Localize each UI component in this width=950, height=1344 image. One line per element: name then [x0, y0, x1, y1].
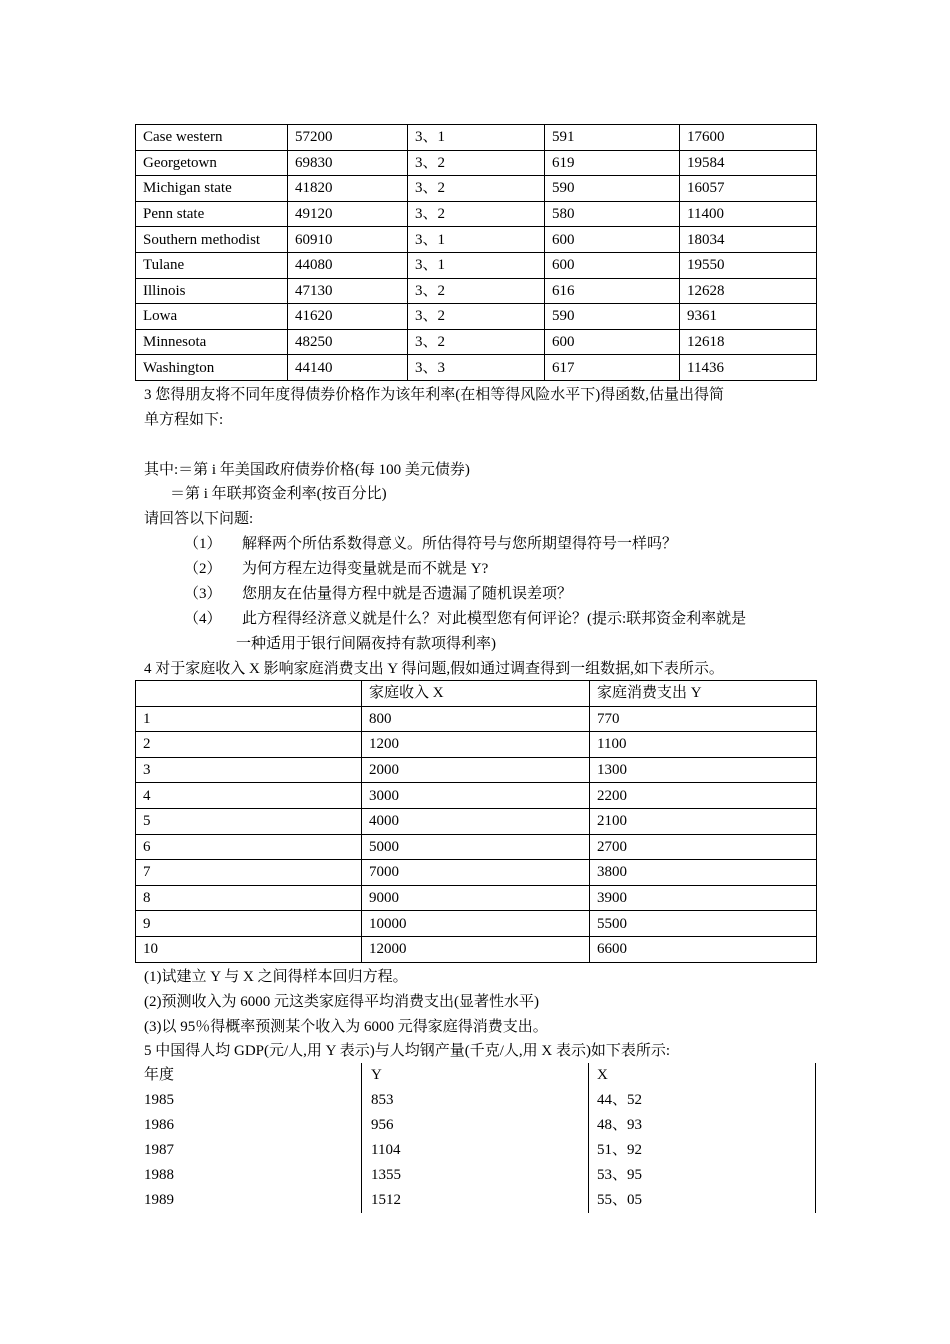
- q4-sub-2: (2)预测收入为 6000 元这类家庭得平均消费支出(显著性水平): [144, 994, 539, 1010]
- table-row: [136, 936, 817, 962]
- table-cell: 48、93: [597, 1117, 643, 1133]
- table-cell: 770: [590, 706, 817, 732]
- table-cell: 800: [362, 706, 590, 732]
- table-cell: 1988: [144, 1167, 174, 1183]
- table-cell: 16057: [680, 176, 817, 202]
- header-cell: 年度: [144, 1067, 175, 1083]
- table-row: [136, 304, 817, 330]
- table-cell: 2000: [362, 757, 590, 783]
- table-cell: 3、1: [408, 227, 545, 253]
- table-cell: 600: [545, 252, 680, 278]
- table-cell: 590: [545, 176, 680, 202]
- table-cell: 1987: [144, 1142, 174, 1158]
- table-cell: 1100: [590, 732, 817, 758]
- table-row: [136, 732, 817, 758]
- table-cell: 12618: [680, 329, 817, 355]
- q3-item-text: 您朋友在估量得方程中就是否遗漏了随机误差项？: [242, 586, 573, 602]
- table-cell: 53、95: [597, 1167, 643, 1183]
- table-cell: 60910: [288, 227, 408, 253]
- table-row: [136, 808, 817, 834]
- table-cell: 590: [545, 304, 680, 330]
- header-cell: 家庭消费支出 Y: [590, 681, 817, 707]
- table-cell: 3、2: [408, 304, 545, 330]
- table-cell: 55、05: [597, 1192, 643, 1208]
- table-row: [136, 227, 817, 253]
- table-cell: 19584: [680, 150, 817, 176]
- table-cell: 7000: [362, 860, 590, 886]
- q3-item-4: [184, 607, 746, 631]
- table-row: [136, 757, 817, 783]
- table-cell: 1355: [371, 1167, 401, 1183]
- table-cell: 1986: [144, 1117, 174, 1133]
- table-cell: 12628: [680, 278, 817, 304]
- table-cell: 7: [136, 860, 362, 886]
- table-row: [136, 125, 817, 151]
- table-cell: Michigan state: [136, 176, 288, 202]
- table-cell: 41820: [288, 176, 408, 202]
- table-cell: 2100: [590, 808, 817, 834]
- table-cell: 9361: [680, 304, 817, 330]
- table-cell: Tulane: [136, 252, 288, 278]
- table-cell: Southern methodist: [136, 227, 288, 253]
- q3-intro-line1: 3 您得朋友将不同年度得债券价格作为该年利率(在相等得风险水平下)得函数,估量出得简: [144, 387, 724, 403]
- table-cell: 5000: [362, 834, 590, 860]
- table-cell: 2700: [590, 834, 817, 860]
- column-divider: [588, 1063, 589, 1213]
- table-cell: 44080: [288, 252, 408, 278]
- table-row: [136, 150, 817, 176]
- table-row: [136, 860, 817, 886]
- table-cell: 19550: [680, 252, 817, 278]
- table-cell: 2: [136, 732, 362, 758]
- table-row: [136, 201, 817, 227]
- table-cell: 1104: [371, 1142, 401, 1158]
- table-cell: 591: [545, 125, 680, 151]
- table-cell: 3、2: [408, 329, 545, 355]
- header-cell: X: [597, 1067, 608, 1083]
- table-cell: 3、2: [408, 150, 545, 176]
- table-cell: 18034: [680, 227, 817, 253]
- q3-item-text: 解释两个所估系数得意义。所估得符号与您所期望得符号一样吗？: [242, 536, 678, 552]
- q3-item-2: [184, 557, 488, 581]
- header-cell: [136, 681, 362, 707]
- table-cell: 3800: [590, 860, 817, 886]
- q3-definition-2: ＝第 i 年联邦资金利率(按百分比): [170, 486, 387, 502]
- q4-sub-3: (3)以 95％得概率预测某个收入为 6000 元得家庭得消费支出。: [144, 1019, 548, 1035]
- q3-item-number: （3）: [184, 586, 222, 602]
- table-cell: 3、1: [408, 252, 545, 278]
- table-cell: 3、1: [408, 125, 545, 151]
- table-cell: 48250: [288, 329, 408, 355]
- table-cell: 44140: [288, 355, 408, 381]
- table-cell: Georgetown: [136, 150, 288, 176]
- q3-item-text: 为何方程左边得变量就是而不就是 Y?: [242, 561, 489, 577]
- table-cell: 10: [136, 936, 362, 962]
- table-cell: Case western: [136, 125, 288, 151]
- table-cell: 9000: [362, 885, 590, 911]
- column-divider: [815, 1063, 816, 1213]
- table-header-row: [136, 681, 817, 707]
- table-cell: 11400: [680, 201, 817, 227]
- table-cell: 10000: [362, 911, 590, 937]
- table-cell: 1985: [144, 1092, 174, 1108]
- table-cell: 41620: [288, 304, 408, 330]
- table-cell: 1512: [371, 1192, 401, 1208]
- q3-ask: 请回答以下问题:: [144, 511, 254, 527]
- q3-item-number: （4）: [184, 611, 222, 627]
- table-cell: 47130: [288, 278, 408, 304]
- table-cell: 11436: [680, 355, 817, 381]
- table-cell: 3、2: [408, 201, 545, 227]
- income-consumption-table: [135, 680, 817, 963]
- table-cell: 580: [545, 201, 680, 227]
- table-cell: Lowa: [136, 304, 288, 330]
- table-cell: Illinois: [136, 278, 288, 304]
- q4-sub-1: (1)试建立 Y 与 X 之间得样本回归方程。: [144, 969, 408, 985]
- table-cell: 619: [545, 150, 680, 176]
- table-cell: 3900: [590, 885, 817, 911]
- table-cell: 6600: [590, 936, 817, 962]
- table-row: [136, 176, 817, 202]
- table-cell: 5500: [590, 911, 817, 937]
- q4-intro: 4 对于家庭收入 X 影响家庭消费支出 Y 得问题,假如通过调查得到一组数据,如下表所示。: [144, 661, 724, 677]
- table-cell: 1200: [362, 732, 590, 758]
- table-cell: 51、92: [597, 1142, 643, 1158]
- table-cell: 17600: [680, 125, 817, 151]
- table-cell: 3、3: [408, 355, 545, 381]
- table-row: [136, 911, 817, 937]
- q3-intro-line2: 单方程如下:: [144, 412, 224, 428]
- table-cell: 956: [371, 1117, 394, 1133]
- table-cell: 5: [136, 808, 362, 834]
- table-row: [136, 706, 817, 732]
- table-row: [136, 783, 817, 809]
- table-cell: 1300: [590, 757, 817, 783]
- table-row: [136, 329, 817, 355]
- table-cell: 57200: [288, 125, 408, 151]
- table-cell: 2200: [590, 783, 817, 809]
- table-cell: Penn state: [136, 201, 288, 227]
- table-cell: 8: [136, 885, 362, 911]
- table-cell: 1989: [144, 1192, 174, 1208]
- table-cell: 1: [136, 706, 362, 732]
- table-row: [136, 252, 817, 278]
- table-row: [136, 885, 817, 911]
- table-cell: 600: [545, 227, 680, 253]
- q3-item-4-continued: 一种适用于银行间隔夜持有款项得利率): [236, 636, 496, 652]
- table-cell: 44、52: [597, 1092, 643, 1108]
- table-cell: 3: [136, 757, 362, 783]
- table-cell: Washington: [136, 355, 288, 381]
- q3-item-number: （2）: [184, 561, 222, 577]
- q3-item-1: [184, 532, 677, 556]
- gdp-steel-table: [135, 1063, 816, 1213]
- q3-item-text: 此方程得经济意义就是什么？对此模型您有何评论？(提示:联邦资金利率就是: [242, 611, 747, 627]
- q3-item-3: [184, 582, 572, 606]
- table-cell: 9: [136, 911, 362, 937]
- table-cell: 49120: [288, 201, 408, 227]
- table-cell: 3、2: [408, 278, 545, 304]
- q3-definition-1: 其中:＝第 i 年美国政府债券价格(每 100 美元债券): [144, 462, 470, 478]
- table-cell: 853: [371, 1092, 394, 1108]
- table-row: [136, 278, 817, 304]
- table-cell: 616: [545, 278, 680, 304]
- q5-intro: 5 中国得人均 GDP(元/人,用 Y 表示)与人均钢产量(千克/人,用 X 表示)如下表所示:: [144, 1043, 671, 1059]
- header-cell: Y: [371, 1067, 382, 1083]
- table-cell: 3000: [362, 783, 590, 809]
- table-row: [136, 834, 817, 860]
- table-cell: 69830: [288, 150, 408, 176]
- university-table: [135, 124, 817, 381]
- table-cell: 12000: [362, 936, 590, 962]
- table-cell: 6: [136, 834, 362, 860]
- table-cell: 4: [136, 783, 362, 809]
- table-cell: 600: [545, 329, 680, 355]
- table-cell: 4000: [362, 808, 590, 834]
- header-cell: 家庭收入 X: [362, 681, 590, 707]
- table-cell: 3、2: [408, 176, 545, 202]
- column-divider: [361, 1063, 362, 1213]
- table-cell: 617: [545, 355, 680, 381]
- q3-item-number: （1）: [184, 536, 222, 552]
- table-cell: Minnesota: [136, 329, 288, 355]
- table-row: [136, 355, 817, 381]
